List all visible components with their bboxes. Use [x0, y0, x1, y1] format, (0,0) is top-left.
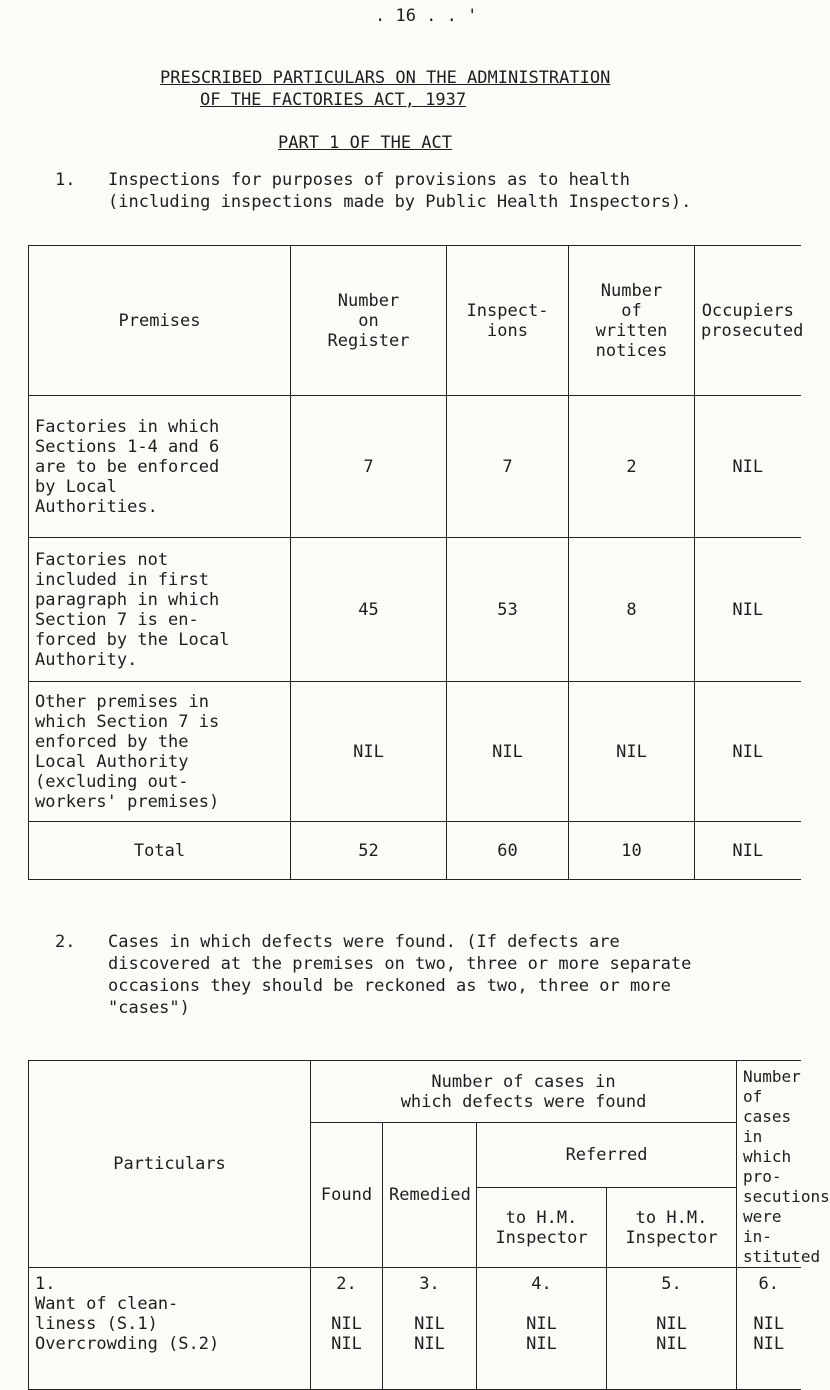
col-found: Found — [311, 1123, 383, 1268]
col-group: Number of cases in which defects were found — [311, 1061, 737, 1123]
col-referred: Referred — [477, 1123, 737, 1188]
table-row — [29, 1268, 801, 1390]
defects-found-cell — [311, 1268, 383, 1390]
section2-text-line1: Cases in which defects were found. (If defects are — [108, 932, 620, 952]
row-to-hm: NIL — [526, 1314, 557, 1334]
row-particulars: Overcrowding (S.2) — [35, 1334, 220, 1354]
section2-text-line4: "cases") — [108, 998, 190, 1018]
defects-table — [28, 1060, 830, 1390]
section1-text-line1: Inspections for purposes of provisions as to health — [108, 170, 630, 190]
row-prosecutions: NIL — [753, 1314, 785, 1334]
col-inspections: Inspect- ions — [447, 246, 569, 396]
row-notices: 8 — [569, 538, 695, 682]
page-number: . 16 . . ' — [375, 6, 478, 26]
total-notices: 10 — [569, 822, 695, 880]
row-found: NIL — [331, 1334, 362, 1354]
row-remedied: NIL — [414, 1334, 445, 1354]
colnum-5: 5. — [661, 1274, 682, 1294]
row-by-hm: NIL — [656, 1334, 687, 1354]
table-row — [29, 682, 801, 822]
row-inspections: NIL — [447, 682, 569, 822]
row-inspections: 53 — [447, 538, 569, 682]
row-prosecuted: NIL — [695, 682, 801, 822]
col-prosecuted: Occupiers prosecuted — [695, 246, 801, 396]
defects-particulars-cell — [29, 1268, 311, 1390]
col-register: Number on Register — [291, 246, 447, 396]
total-register: 52 — [291, 822, 447, 880]
defects-by-hm-cell — [607, 1268, 737, 1390]
total-label: Total — [29, 822, 291, 880]
colnum-4: 4. — [531, 1274, 552, 1294]
section2-text-line3: occasions they should be reckoned as two, three or more — [108, 976, 671, 996]
row-found: NIL — [331, 1314, 362, 1334]
row-premises: Factories in which Sections 1-4 and 6 are to be enforced by Local Authorities. — [29, 396, 291, 538]
table-total-row — [29, 822, 801, 880]
row-to-hm: NIL — [526, 1334, 557, 1354]
colnum-6: 6. — [758, 1274, 779, 1294]
row-register: 7 — [291, 396, 447, 538]
total-inspections: 60 — [447, 822, 569, 880]
row-notices: 2 — [569, 396, 695, 538]
section2-number: 2. — [55, 932, 76, 952]
col-particulars: Particulars — [29, 1061, 311, 1268]
col-premises: Premises — [29, 246, 291, 396]
row-prosecuted: NIL — [695, 538, 801, 682]
inspections-table — [28, 245, 804, 880]
row-inspections: 7 — [447, 396, 569, 538]
table-header-row — [29, 246, 801, 396]
row-prosecutions: NIL — [753, 1334, 785, 1354]
table-row — [29, 538, 801, 682]
defects-prosecutions-cell — [737, 1268, 801, 1390]
defects-to-hm-cell — [477, 1268, 607, 1390]
section1-number: 1. — [55, 170, 76, 190]
row-notices: NIL — [569, 682, 695, 822]
header-part: PART 1 OF THE ACT — [278, 133, 452, 153]
row-premises: Other premises in which Section 7 is enforced by the Local Authority (excluding out- workers' premises) — [29, 682, 291, 822]
col-to-hm-inspector: to H.M. Inspector — [477, 1188, 607, 1268]
col-notices: Number of written notices — [569, 246, 695, 396]
table-row — [29, 396, 801, 538]
col-by-hm-inspector: to H.M. Inspector — [607, 1188, 737, 1268]
row-register: 45 — [291, 538, 447, 682]
row-premises: Factories not included in first paragraph in which Section 7 is en- forced by the Local Authority. — [29, 538, 291, 682]
header-title: PRESCRIBED PARTICULARS ON THE ADMINISTRATION — [160, 68, 611, 88]
header-act: OF THE FACTORIES ACT, 1937 — [200, 90, 467, 110]
colnum-3: 3. — [419, 1274, 440, 1294]
row-particulars: Want of clean- liness (S.1) — [35, 1294, 179, 1334]
col-prosecutions: Number of cases in which pro- secutions were in- stituted — [737, 1061, 801, 1268]
row-prosecuted: NIL — [695, 396, 801, 538]
col-remedied: Remedied — [383, 1123, 477, 1268]
section1-text-line2: (including inspections made by Public Health Inspectors). — [108, 192, 692, 212]
colnum-2: 2. — [336, 1274, 357, 1294]
colnum-1: 1. — [35, 1274, 56, 1294]
section2-text-line2: discovered at the premises on two, three or more separate — [108, 954, 692, 974]
total-prosecuted: NIL — [695, 822, 801, 880]
row-remedied: NIL — [414, 1314, 445, 1334]
row-by-hm: NIL — [656, 1314, 687, 1334]
defects-remedied-cell — [383, 1268, 477, 1390]
row-register: NIL — [291, 682, 447, 822]
